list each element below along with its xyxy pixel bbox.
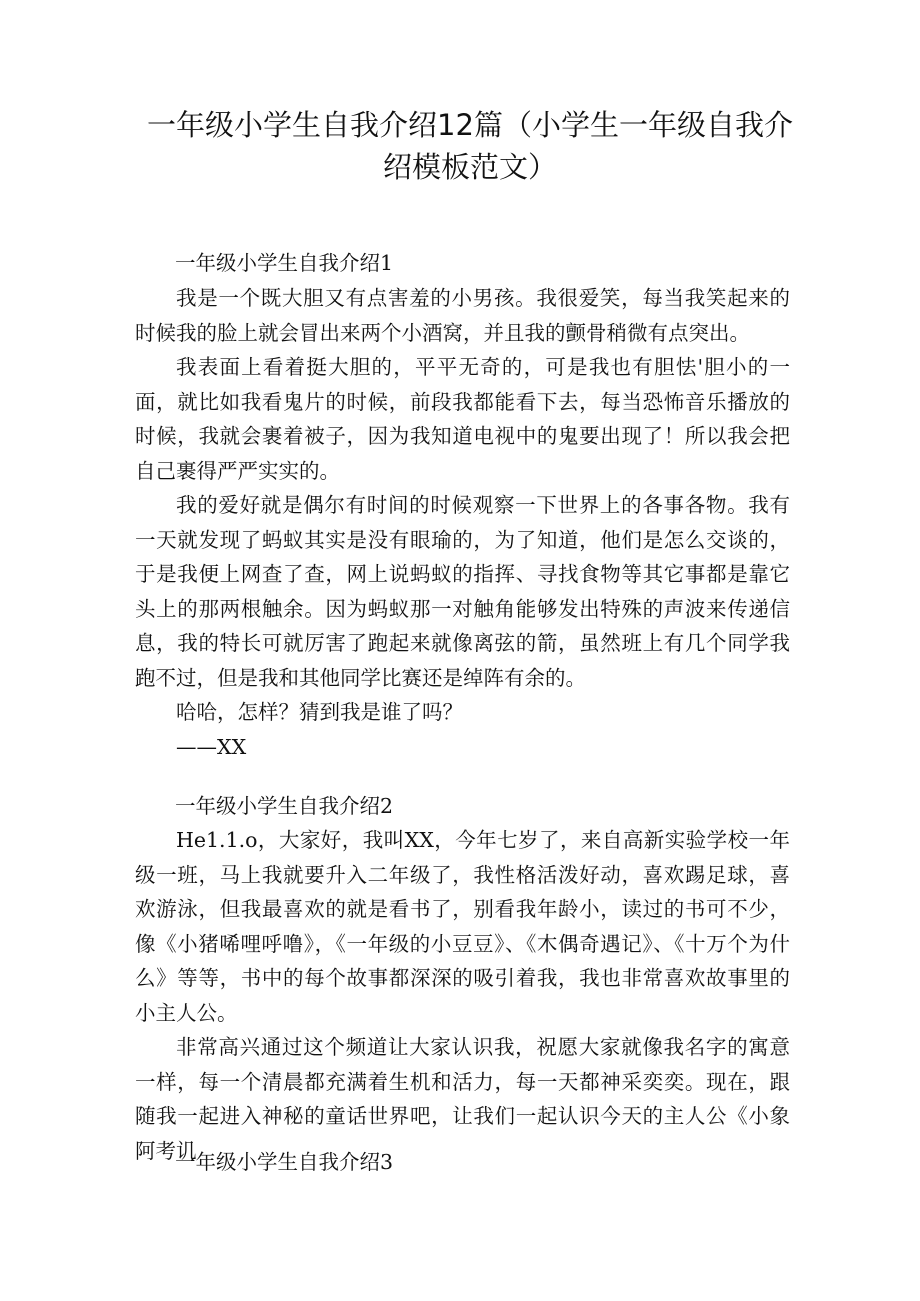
paragraph: He1.1.o，大家好，我叫XX，今年七岁了，来自高新实验学校一年级一班，马上我就要升入二年级了，我性格活泼好动，喜欢踢足球，喜欢游泳，但我最喜欢的就是看书了，别看我年龄小，读过的书可不少，像《小猪唏哩呼噜》，《一年级的小豆豆》、《木偶奇遇记》、《十万个为什么》等等，书中的每个故事都深深的吸引着我，我也非常喜欢故事里的小主人公。 xyxy=(135,828,790,1025)
signature: ——XX xyxy=(176,734,247,759)
paragraph: 我表面上看着挺大胆的，平平无奇的，可是我也有胆怯'胆小的一面，就比如我看鬼片的时候，前段我都能看下去，每当恐怖音乐播放的时候，我就会裹着被子，因为我知道电视中的鬼要出现了！所以我会把自己裹得严严实实的。 xyxy=(135,355,790,483)
paragraph: 哈哈，怎样？猜到我是谁了吗？ xyxy=(176,700,463,724)
paragraph: 我是一个既大胆又有点害羞的小男孩。我很爱笑，每当我笑起来的时候我的脸上就会冒出来两个小酒窝，并且我的颤骨稍微有点突出。 xyxy=(135,286,790,345)
paragraph: 我的爱好就是偶尔有时间的时候观察一下世界上的各事各物。我有一天就发现了蚂蚁其实是没有眼瑜的，为了知道，他们是怎么交谈的，于是我便上网查了查，网上说蚂蚁的指挥、寻找食物等其它事都是靠它头上的那两根触余。因为蚂蚁那一对触角能够发出特殊的声波来传递信息，我的特长可就厉害了跑起来就像离弦的箭，虽然班上有几个同学我跑不过，但是我和其他同学比赛还是绰阵有余的。 xyxy=(135,493,790,690)
paragraph: 非常高兴通过这个频道让大家认识我，祝愿大家就像我名字的寓意一样，每一个清晨都充满着生机和活力，每一天都神采奕奕。现在，跟随我一起进入神秘的童话世界吧，让我们一起认识今天的主人公《小象阿考讥 xyxy=(135,1035,790,1163)
section-heading-3: 一年级小学生自我介绍3 xyxy=(175,1150,394,1174)
section-body-2 xyxy=(135,823,790,1168)
section-heading-1: 一年级小学生自我介绍1 xyxy=(175,251,394,275)
page-title: 一年级小学生自我介绍12篇（小学生一年级自我介绍模板范文） xyxy=(147,108,793,184)
section-heading-2: 一年级小学生自我介绍2 xyxy=(175,794,394,818)
section-body-1 xyxy=(135,281,790,764)
